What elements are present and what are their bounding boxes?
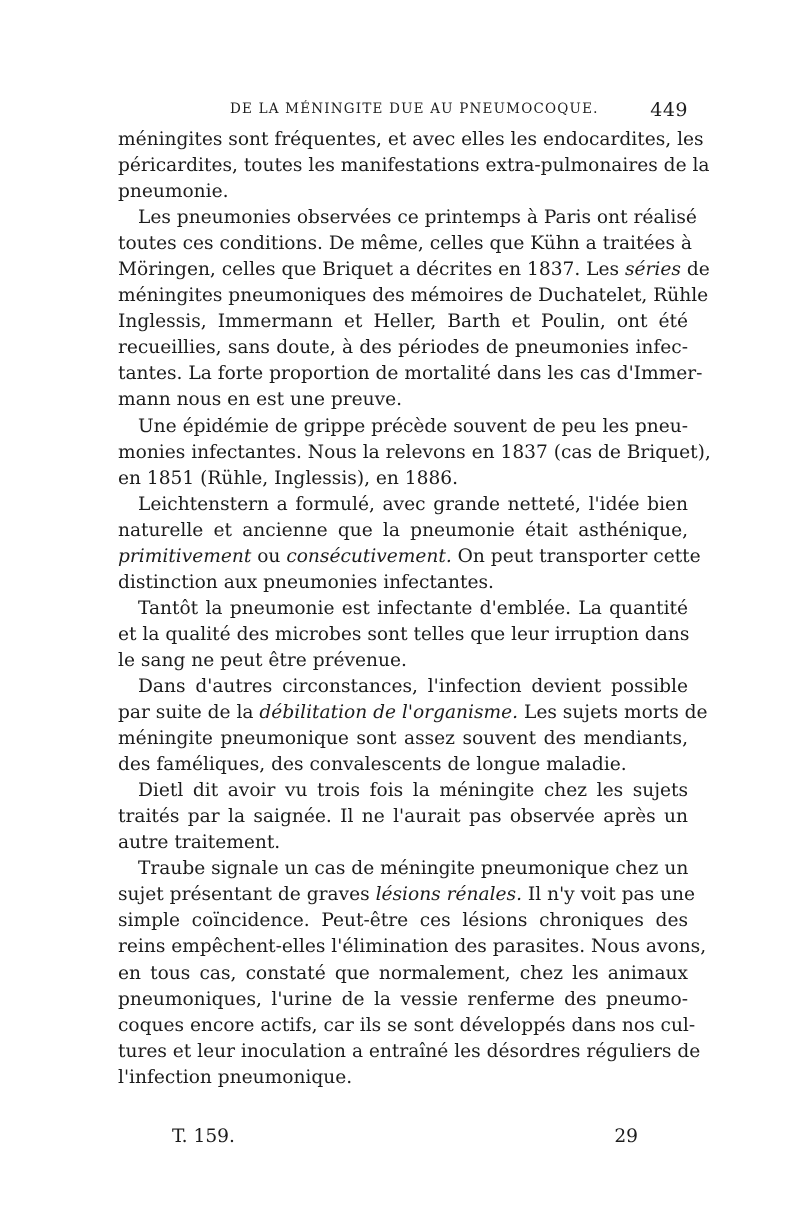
text-segment: pneumonie. (118, 181, 229, 203)
text-line (118, 1039, 701, 1065)
text-line (118, 205, 697, 231)
text-line (118, 987, 688, 1013)
text-segment: méningites sont fréquentes, et avec elles les endocardites, les (118, 129, 704, 150)
text-line (118, 908, 688, 934)
italic-phrase: séries (624, 259, 681, 281)
text-segment: distinction aux pneumonies infectantes. (118, 571, 494, 593)
text-line (118, 387, 688, 413)
text-segment: Dans d'autres circonstances, l'infection devient possible (138, 675, 688, 697)
text-line (118, 778, 688, 804)
italic-phrase: débilitation de l'organisme. (259, 702, 519, 724)
text-segment: recueillies, sans doute, à des périodes de pneumonies infec- (118, 337, 688, 359)
text-line (118, 752, 688, 778)
text-line (118, 440, 711, 466)
running-head (118, 99, 688, 123)
text-line (118, 934, 707, 960)
text-segment: Les sujets morts de (518, 702, 708, 724)
text-line (118, 961, 688, 987)
text-segment: mann nous en est une preuve. (118, 389, 403, 411)
text-segment: traités par la saignée. Il ne l'aurait pas observée après un (118, 806, 688, 828)
text-line (118, 179, 688, 205)
text-segment: naturelle et ancienne que la pneumonie était asthénique, (118, 519, 688, 541)
text-segment: de (680, 259, 710, 281)
text-segment: Une épidémie de grippe précède souvent de peu les pneu- (138, 415, 688, 437)
text-line (118, 622, 688, 648)
text-segment: monies infectantes. Nous la relevons en 1837 (cas de Briquet), (118, 441, 711, 463)
text-line (118, 309, 688, 335)
italic-phrase: lésions rénales. (375, 884, 522, 906)
text-line (118, 361, 703, 387)
text-segment: Inglessis, Immermann et Heller, Barth et Poulin, ont été (118, 311, 688, 333)
text-segment: toutes ces conditions. De même, celles que Kühn a traitées à (118, 233, 693, 255)
text-line (118, 492, 688, 518)
text-segment: péricardites, toutes les manifestations extra-pulmonaires de la (118, 155, 710, 177)
text-segment: tantes. La forte proportion de mortalité dans les cas d'Immer- (118, 363, 703, 385)
text-segment: Il n'y voit pas une (521, 884, 696, 906)
text-segment: coques encore actifs, car ils se sont développés dans nos cul- (118, 1014, 696, 1036)
text-line (118, 804, 688, 830)
text-line (118, 257, 710, 283)
text-segment: par suite de la (118, 702, 260, 724)
text-line (118, 700, 708, 726)
text-line (118, 414, 688, 440)
text-segment: en 1851 (Rühle, Inglessis), en 1886. (118, 467, 459, 489)
text-segment: sujet présentant de graves (118, 884, 376, 906)
text-line (118, 544, 701, 570)
text-segment: Tantôt la pneumonie est infectante d'emblée. La quantité (138, 597, 688, 619)
text-segment: en tous cas, constaté que normalement, chez les animaux (118, 962, 688, 984)
italic-phrase: primitivement (118, 545, 252, 567)
printer-signature (172, 1124, 638, 1150)
text-segment: méningites pneumoniques des mémoires de Duchatelet, Rühle (118, 285, 709, 307)
text-segment: On peut transporter cette (451, 545, 701, 567)
body-text (118, 127, 711, 1091)
text-line (118, 1013, 696, 1039)
text-line (118, 466, 688, 492)
italic-phrase: consécutivement. (286, 545, 452, 567)
text-segment: Les pneumonies observées ce printemps à Paris ont réalisé (138, 207, 697, 229)
text-line (118, 830, 688, 856)
text-line (118, 856, 688, 882)
text-segment: le sang ne peut être prévenue. (118, 649, 407, 671)
text-line (118, 1065, 688, 1091)
text-line (118, 674, 688, 700)
text-segment: et la qualité des microbes sont telles que leur irruption dans (118, 623, 690, 645)
text-line (118, 518, 688, 544)
text-line (118, 648, 688, 674)
text-line (118, 283, 709, 309)
running-title: DE LA MÉNINGITE DUE AU PNEUMOCOQUE. (230, 101, 599, 117)
text-segment: pneumoniques, l'urine de la vessie renferme des pneumo- (118, 988, 688, 1010)
text-segment: Dietl dit avoir vu trois fois la méningite chez les sujets (138, 780, 688, 802)
text-line (118, 596, 688, 622)
text-segment: Traube signale un cas de méningite pneumonique chez un (138, 858, 689, 880)
signature-sheet-number: 29 (614, 1126, 638, 1147)
page-number: 449 (650, 99, 688, 121)
text-segment: Leichtenstern a formulé, avec grande netteté, l'idée bien (138, 493, 688, 515)
text-line (118, 153, 710, 179)
text-segment: tures et leur inoculation a entraîné les désordres réguliers de (118, 1040, 701, 1062)
text-segment: reins empêchent-elles l'élimination des parasites. Nous avons, (118, 936, 707, 958)
text-segment: l'infection pneumonique. (118, 1066, 353, 1088)
text-line (118, 882, 696, 908)
text-line (118, 335, 688, 361)
text-segment: autre traitement. (118, 832, 281, 854)
text-segment: simple coïncidence. Peut-être ces lésions chroniques des (118, 910, 688, 932)
text-line (118, 127, 704, 153)
text-line (118, 726, 688, 752)
text-segment: Möringen, celles que Briquet a décrites en 1837. Les (118, 259, 625, 281)
signature-mark: T. 159. (172, 1126, 235, 1147)
text-line (118, 231, 693, 257)
text-line (118, 570, 688, 596)
text-segment: ou (251, 545, 287, 567)
text-segment: des faméliques, des convalescents de longue maladie. (118, 754, 627, 776)
text-segment: méningite pneumonique sont assez souvent des mendiants, (118, 728, 688, 750)
